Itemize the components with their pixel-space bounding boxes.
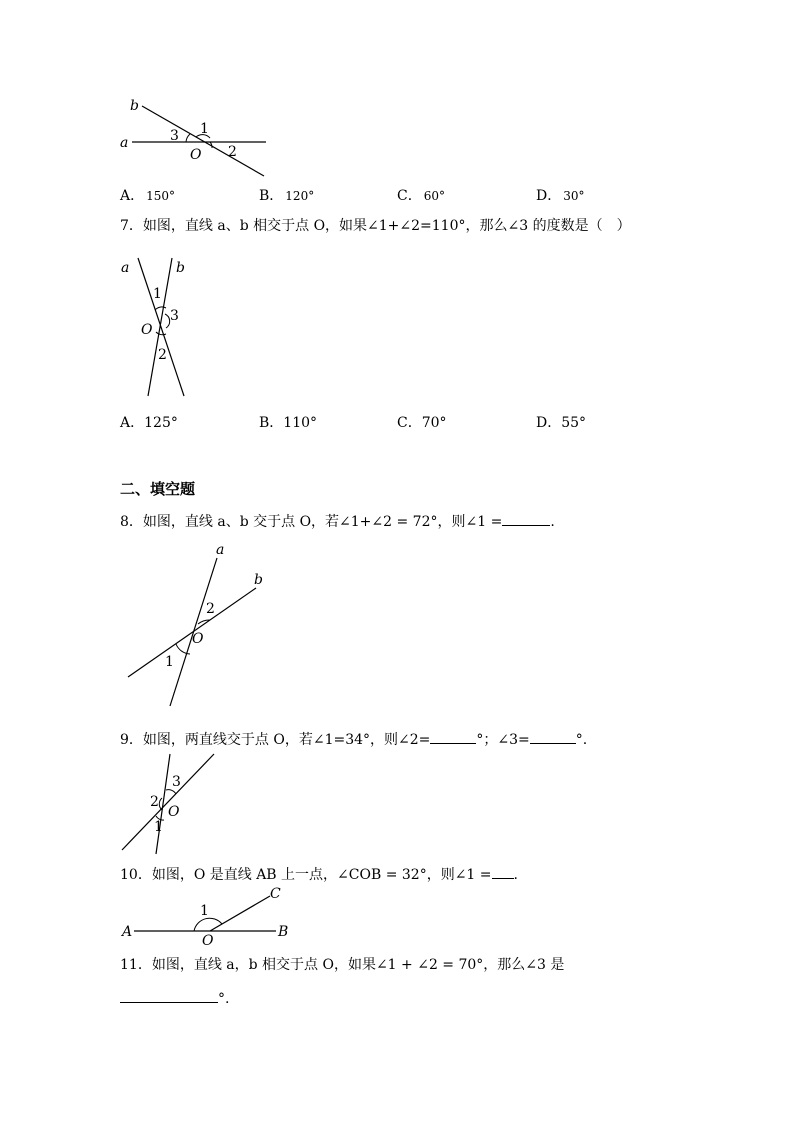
fig8-label-2: 2 xyxy=(206,601,215,617)
q7-option-b[interactable]: B．110° xyxy=(259,415,318,431)
fig7-label-1: 1 xyxy=(153,286,162,302)
q6-option-a[interactable]: A． 150° xyxy=(120,188,176,204)
figure-q6 xyxy=(118,92,278,187)
q9-answer-blank-2[interactable] xyxy=(530,729,576,744)
q9-question: 9．如图，两直线交于点 O，若∠1=34°，则∠2= °；∠3= °. xyxy=(120,729,587,747)
fig6-label-b: b xyxy=(130,98,139,114)
fig9-label-3: 3 xyxy=(172,774,181,790)
q6-option-b[interactable]: B． 120° xyxy=(259,188,315,204)
section-heading-fill-blank: 二、填空题 xyxy=(120,480,196,498)
q7-option-c[interactable]: C．70° xyxy=(397,415,447,431)
fig6-label-3: 3 xyxy=(170,128,179,144)
fig9-label-1: 1 xyxy=(154,819,163,835)
fig7-label-2: 2 xyxy=(158,347,167,363)
q7-question: 7．如图，直线 a、b 相交于点 O，如果∠1+∠2=110°，那么∠3 的度数是（ ） xyxy=(120,218,631,234)
fig7-label-b: b xyxy=(176,260,185,276)
fig9-label-o: O xyxy=(168,804,180,820)
q10-question: 10．如图，O 是直线 AB 上一点，∠COB = 32°，则∠1 = . xyxy=(120,864,518,882)
fig6-label-o: O xyxy=(190,147,202,163)
q11-answer-blank[interactable] xyxy=(120,988,218,1003)
fig6-label-a: a xyxy=(120,135,129,151)
q11-answer-line: °. xyxy=(120,988,229,1006)
fig10-label-o: O xyxy=(202,933,214,949)
fig10-label-a: A xyxy=(122,924,133,940)
q6-option-c[interactable]: C． 60° xyxy=(397,188,445,204)
fig10-label-c: C xyxy=(270,886,281,902)
q6-option-d[interactable]: D． 30° xyxy=(536,188,585,204)
figure-q10 xyxy=(118,884,298,949)
fig8-label-a: a xyxy=(216,542,225,558)
figure-q7 xyxy=(116,252,206,402)
q8-question: 8．如图，直线 a、b 交于点 O，若∠1+∠2 = 72°，则∠1 = . xyxy=(120,511,555,529)
fig7-label-o: O xyxy=(141,322,153,338)
fig10-label-1: 1 xyxy=(200,903,209,919)
fig8-label-1: 1 xyxy=(165,654,174,670)
figure-q8 xyxy=(120,540,280,712)
q9-answer-blank-1[interactable] xyxy=(430,729,476,744)
fig9-label-2: 2 xyxy=(150,794,159,810)
fig8-label-o: O xyxy=(192,631,204,647)
q7-option-d[interactable]: D．55° xyxy=(536,415,587,431)
q10-answer-blank[interactable] xyxy=(492,864,514,879)
q8-answer-blank[interactable] xyxy=(502,511,550,526)
fig10-label-b: B xyxy=(278,924,289,940)
fig8-label-b: b xyxy=(254,572,263,588)
fig6-label-2: 2 xyxy=(228,144,237,160)
fig7-label-3: 3 xyxy=(170,308,179,324)
q7-option-a[interactable]: A．125° xyxy=(120,415,178,431)
fig7-label-a: a xyxy=(121,260,130,276)
q11-question: 11．如图，直线 a，b 相交于点 O，如果∠1 + ∠2 = 70°，那么∠3 是 xyxy=(120,957,565,973)
fig6-label-1: 1 xyxy=(200,121,209,137)
figure-q9 xyxy=(118,750,222,860)
